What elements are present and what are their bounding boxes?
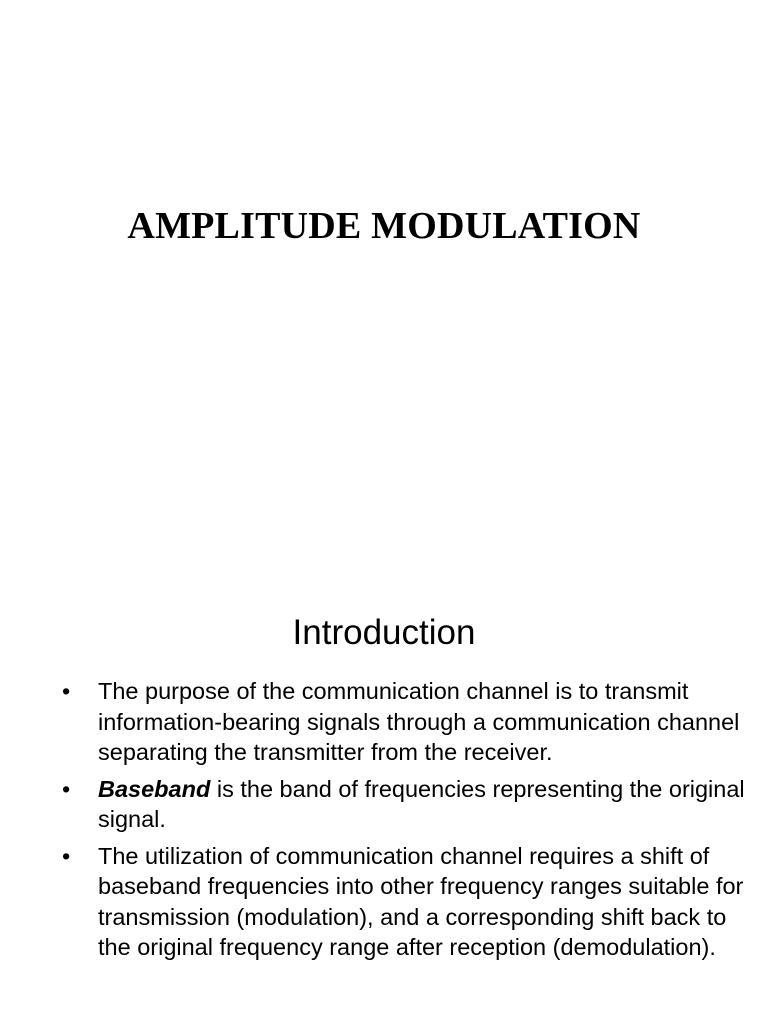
bullet-text-baseband: is the band of frequencies representing the original signal. [98,775,745,832]
bullet-text-purpose: The purpose of the communication channel is to transmit information-bearing signals through a communication channel separating the transmitter from the receiver. [98,678,740,765]
bullet-icon: • [62,842,71,869]
bullet-icon: • [62,775,71,802]
introduction-bullet-list [58,676,758,969]
bullet-item-baseband [58,774,758,835]
bullet-item-purpose [58,676,758,768]
section-heading-introduction: Introduction [292,613,476,652]
slide-title: AMPLITUDE MODULATION [127,205,641,247]
bullet-item-utilization [58,841,758,963]
bullet-text-utilization: The utilization of communication channel requires a shift of baseband frequencies into other frequency ranges suitable for transmission (modulation), and a corresponding shift back to the original frequency range after reception (demodulation). [98,842,744,960]
baseband-term: Baseband [98,775,211,802]
bullet-icon: • [62,678,71,704]
